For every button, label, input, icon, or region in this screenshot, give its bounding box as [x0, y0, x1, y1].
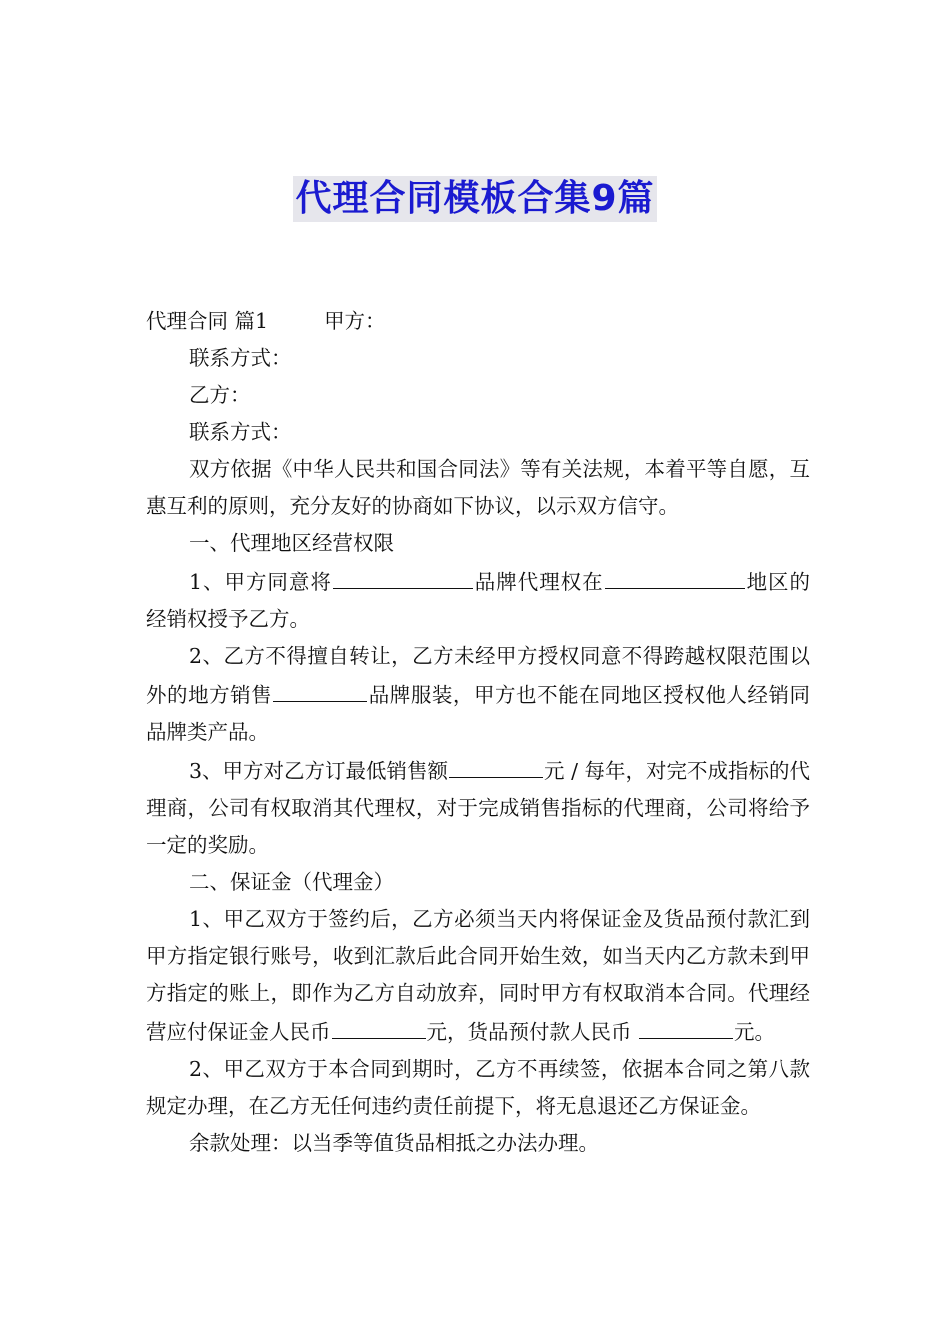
section-label: 代理合同 篇1	[146, 309, 269, 333]
blank-brand-field[interactable]	[273, 675, 367, 702]
clause-text: 品牌代理权在	[473, 570, 604, 594]
blank-brand-field[interactable]	[333, 562, 473, 589]
clause-1-1	[146, 562, 810, 638]
clause-text: 元。	[734, 1020, 776, 1044]
balance-clause: 余款处理：以当季等值货品相抵之办法办理。	[189, 1131, 599, 1155]
preamble-paragraph: 双方依据《中华人民共和国合同法》等有关法规，本着平等自愿，互惠互利的原则，充分友好的协商如下协议，以示双方信守。	[146, 457, 810, 518]
blank-region-field[interactable]	[605, 562, 745, 589]
clause-text: 2、乙方不得擅自转让，乙方未经甲方授权同意不得跨越权限范围以外的地方销售	[146, 644, 810, 707]
first-line	[146, 303, 810, 340]
party-b-label: 乙方：	[189, 383, 251, 407]
section-heading-2: 二、保证金（代理金）	[189, 870, 394, 894]
clause-2-1	[146, 901, 810, 1051]
clause-text: 1、甲乙双方于签约后，乙方必须当天内将保证金及货品预付款汇到甲方指定银行账号，收到汇款后此合同开始生效，如当天内乙方款未到甲方指定的账上，即作为乙方自动放弃，同时甲方有权取消本合同。代理经营应付保证金人民币	[146, 907, 810, 1044]
contact-a: 联系方式：	[189, 346, 292, 370]
clause-text: 地区的经销权授予乙方。	[146, 570, 811, 631]
clause-text: 元，货品预付款人民币	[426, 1020, 639, 1044]
clause-text: 元 / 每年，对完不成指标的代理商，公司有权取消其代理权，对于完成销售指标的代理商，公司将给予一定的奖励。	[146, 759, 810, 857]
document-body	[146, 303, 810, 1162]
document-title: 代理合同模板合集9篇	[293, 176, 656, 222]
blank-deposit-field[interactable]	[332, 1012, 426, 1039]
title-wrap	[0, 176, 950, 222]
clause-1-2	[146, 638, 810, 751]
clause-1-3	[146, 751, 810, 864]
clause-2-2: 2、甲乙双方于本合同到期时，乙方不再续签，依据本合同之第八款规定办理，在乙方无任何违约责任前提下，将无息退还乙方保证金。	[146, 1057, 810, 1118]
contact-b: 联系方式：	[189, 420, 292, 444]
party-a-label: 甲方：	[324, 309, 386, 333]
clause-text: 3、甲方对乙方订最低销售额	[189, 759, 449, 783]
blank-min-sales-field[interactable]	[449, 751, 543, 778]
section-heading-1: 一、代理地区经营权限	[189, 531, 394, 555]
blank-prepayment-field[interactable]	[639, 1012, 733, 1039]
clause-text: 1、甲方同意将	[189, 570, 332, 594]
clause-text: 品牌服装，甲方也不能在同地区授权他人经销同品牌类产品。	[146, 683, 811, 744]
